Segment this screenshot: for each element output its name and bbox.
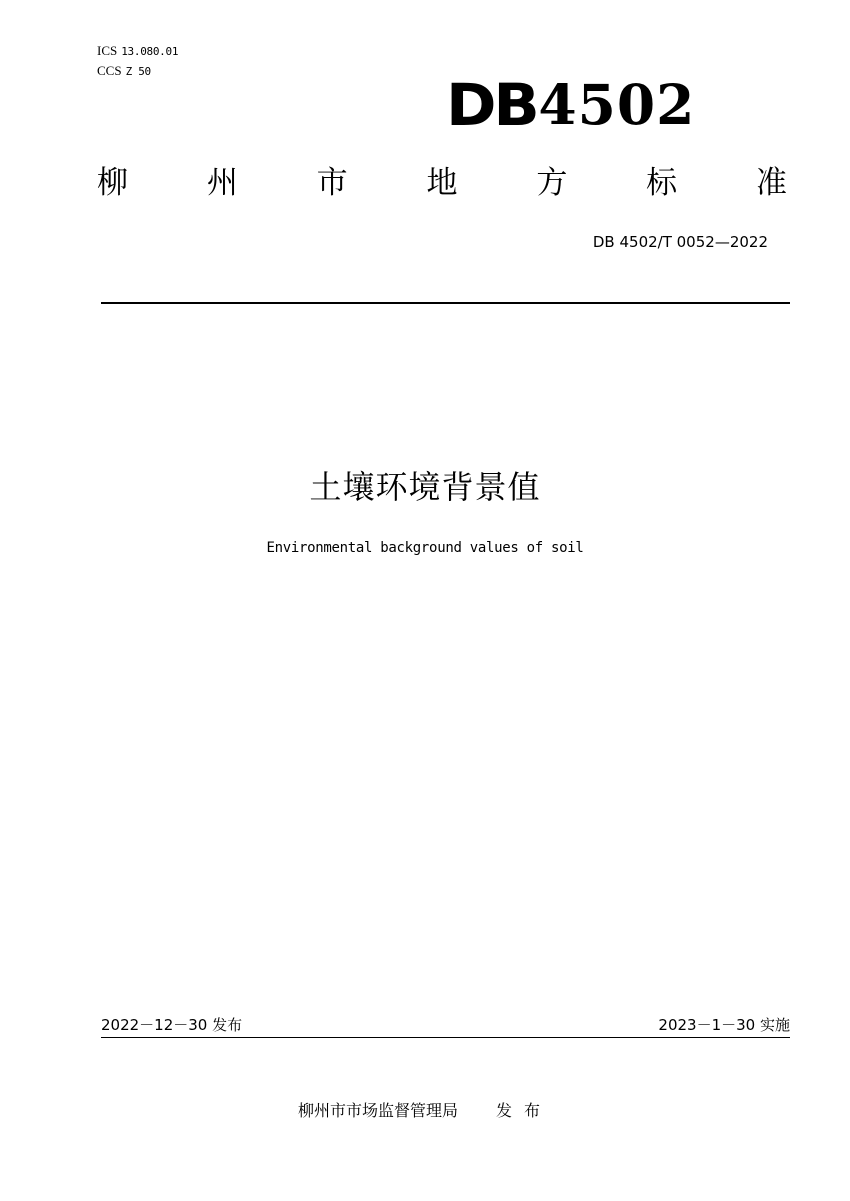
standard-mark-number: 4502 bbox=[538, 72, 696, 137]
standard-type-char: 地 bbox=[426, 165, 458, 201]
standard-type-char: 准 bbox=[755, 165, 787, 201]
document-title: 土壤环境背景值 bbox=[309, 468, 541, 506]
standard-number: DB 4502/T 0052—2022 bbox=[592, 233, 768, 251]
ccs-line bbox=[97, 61, 178, 81]
ics-label: ICS bbox=[97, 43, 118, 58]
standard-type-char: 柳 bbox=[97, 165, 128, 201]
standard-type-char: 方 bbox=[536, 165, 568, 201]
standard-mark-logo bbox=[446, 71, 696, 139]
header-divider bbox=[101, 302, 790, 304]
ics-line bbox=[97, 41, 178, 61]
ccs-value: Z 50 bbox=[125, 65, 151, 78]
issue-date: 2022－12－30 发布 bbox=[101, 1016, 243, 1034]
standard-mark-letters: DB bbox=[446, 71, 537, 139]
document-subtitle: Environmental background values of soil bbox=[266, 540, 584, 556]
standard-type-char: 市 bbox=[316, 165, 348, 201]
publisher-line bbox=[0, 1100, 850, 1122]
implement-date: 2023－1－30 实施 bbox=[658, 1016, 790, 1034]
standard-type-char: 标 bbox=[646, 165, 678, 201]
standard-type-char: 州 bbox=[206, 165, 238, 201]
standard-type-heading bbox=[97, 163, 787, 203]
ics-value: 13.080.01 bbox=[121, 45, 179, 58]
publisher-name: 柳州市市场监督管理局 bbox=[297, 1101, 458, 1120]
publisher-action: 发布 bbox=[496, 1101, 553, 1120]
footer-divider bbox=[101, 1037, 790, 1038]
ccs-label: CCS bbox=[97, 63, 122, 78]
classification-codes bbox=[97, 41, 178, 81]
